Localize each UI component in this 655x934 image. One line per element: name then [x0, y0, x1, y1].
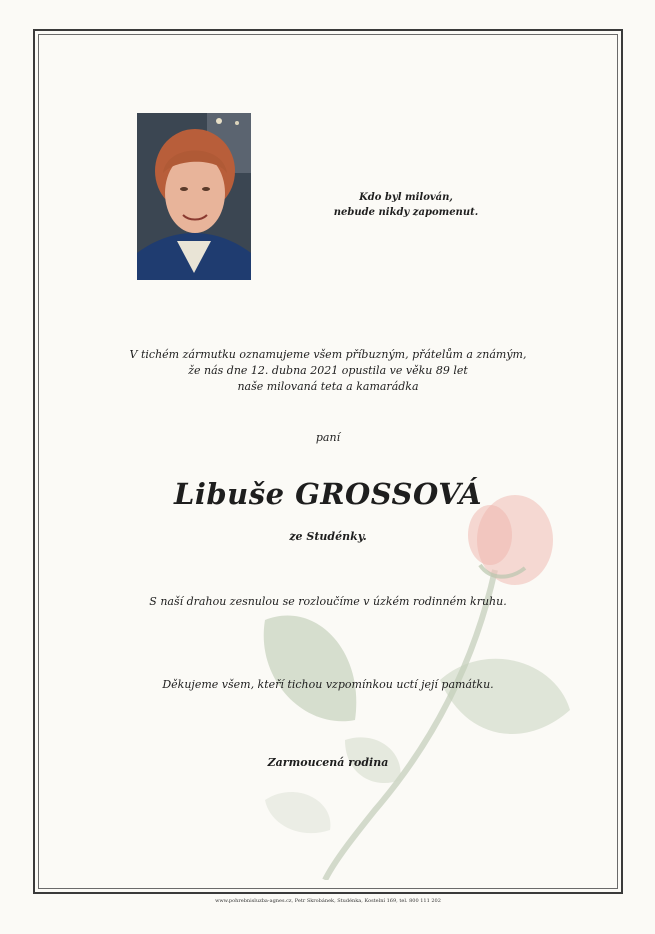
motto-line-1: Kdo byl milován, — [359, 192, 453, 203]
signature: Zarmoucená rodina — [267, 756, 389, 769]
announcement-line-2: že nás dne 12. dubna 2021 opustila ve věku 89 let — [188, 364, 468, 377]
motto — [300, 190, 512, 220]
deceased-name: Libuše GROSSOVÁ — [173, 477, 483, 511]
deceased-photo — [137, 113, 251, 280]
thanks-text: Děkujeme všem, kteří tichou vzpomínkou uctí její památku. — [162, 678, 494, 691]
origin: ze Studénky. — [289, 530, 367, 543]
footer-contact: www.pohrebnisluzba-agnes.cz, Petr Skrobánek, Studénka, Kostelní 169, tel. 800 111 202 — [215, 898, 441, 904]
announcement-line-3: naše milovaná teta a kamarádka — [237, 380, 419, 393]
title-pani: paní — [315, 431, 341, 444]
announcement-line-1: V tichém zármutku oznamujeme všem příbuzným, přátelům a známým, — [129, 348, 527, 361]
motto-line-2: nebude nikdy zapomenut. — [333, 207, 479, 218]
farewell-text: S naší drahou zesnulou se rozloučíme v úzkém rodinném kruhu. — [149, 595, 507, 608]
